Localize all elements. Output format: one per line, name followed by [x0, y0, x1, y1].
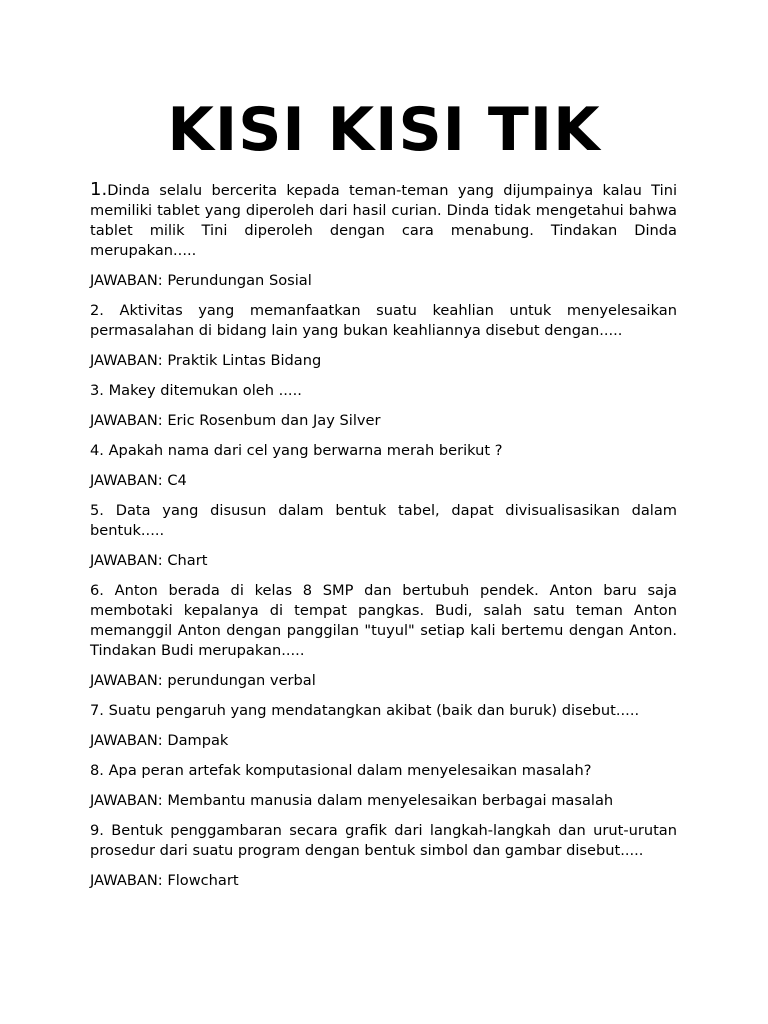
question-text: Dinda selalu bercerita kepada teman-teman yang dijumpainya kalau Tini memiliki tablet yang diperoleh dari hasil curian. Dinda tidak mengetahui bahwa tablet milik Tini diperoleh dengan cara menabung. Tindakan Dinda merupakan..... [90, 182, 677, 259]
question-item [90, 301, 677, 341]
answer-text: perundungan verbal [167, 672, 316, 689]
question-text: Suatu pengaruh yang mendatangkan akibat (baik dan buruk) disebut..... [108, 702, 640, 719]
question-list [90, 180, 677, 901]
page-title: KISI KISI TIK [167, 95, 601, 165]
answer-prefix: JAWABAN: [90, 472, 163, 489]
question-number: 6. [90, 582, 104, 599]
answer-text: C4 [167, 472, 187, 489]
question-text: Data yang disusun dalam bentuk tabel, dapat divisualisasikan dalam bentuk..... [90, 502, 677, 539]
question-number: 3. [90, 382, 104, 399]
answer-prefix: JAWABAN: [90, 792, 163, 809]
answer-text: Flowchart [167, 872, 239, 889]
question-number: 9. [90, 822, 104, 839]
question-text: Apa peran artefak komputasional dalam menyelesaikan masalah? [108, 762, 592, 779]
answer-item [90, 791, 677, 811]
question-item [90, 501, 677, 541]
question-number: 8. [90, 762, 104, 779]
question-number: 5. [90, 502, 104, 519]
answer-item [90, 731, 677, 751]
question-text: Aktivitas yang memanfaatkan suatu keahlian untuk menyelesaikan permasalahan di bidang lain yang bukan keahliannya disebut dengan..... [90, 302, 677, 339]
question-item [90, 761, 677, 781]
answer-item [90, 671, 677, 691]
question-text: Apakah nama dari cel yang berwarna merah berikut ? [108, 442, 503, 459]
question-text: Makey ditemukan oleh ..... [108, 382, 302, 399]
answer-prefix: JAWABAN: [90, 412, 163, 429]
answer-item [90, 271, 677, 291]
answer-item [90, 471, 677, 491]
question-item [90, 441, 677, 461]
answer-item [90, 351, 677, 371]
answer-text: Chart [167, 552, 208, 569]
answer-text: Praktik Lintas Bidang [167, 352, 322, 369]
question-number: 7. [90, 702, 104, 719]
answer-text: Dampak [167, 732, 229, 749]
question-text: Bentuk penggambaran secara grafik dari langkah-langkah dan urut-urutan prosedur dari suatu program dengan bentuk simbol dan gambar disebut..... [90, 822, 678, 859]
answer-item [90, 871, 677, 891]
question-item [90, 701, 677, 721]
answer-prefix: JAWABAN: [90, 272, 163, 289]
answer-text: Eric Rosenbum dan Jay Silver [167, 412, 381, 429]
answer-prefix: JAWABAN: [90, 672, 163, 689]
answer-item [90, 411, 677, 431]
answer-item [90, 551, 677, 571]
question-number: 4. [90, 442, 104, 459]
answer-prefix: JAWABAN: [90, 872, 163, 889]
answer-prefix: JAWABAN: [90, 732, 163, 749]
answer-text: Membantu manusia dalam menyelesaikan berbagai masalah [167, 792, 614, 809]
question-item [90, 581, 677, 661]
answer-prefix: JAWABAN: [90, 352, 163, 369]
question-item [90, 381, 677, 401]
question-item [90, 180, 677, 261]
question-text: Anton berada di kelas 8 SMP dan bertubuh pendek. Anton baru saja membotaki kepalanya di tempat pangkas. Budi, salah satu teman Anton memanggil Anton dengan panggilan "tuyul" setiap kali bertemu dengan Anton. Tindakan Budi merupakan..... [90, 582, 677, 659]
answer-prefix: JAWABAN: [90, 552, 163, 569]
question-number: 1. [90, 179, 108, 200]
answer-text: Perundungan Sosial [167, 272, 312, 289]
question-number: 2. [90, 302, 104, 319]
question-item [90, 821, 677, 861]
